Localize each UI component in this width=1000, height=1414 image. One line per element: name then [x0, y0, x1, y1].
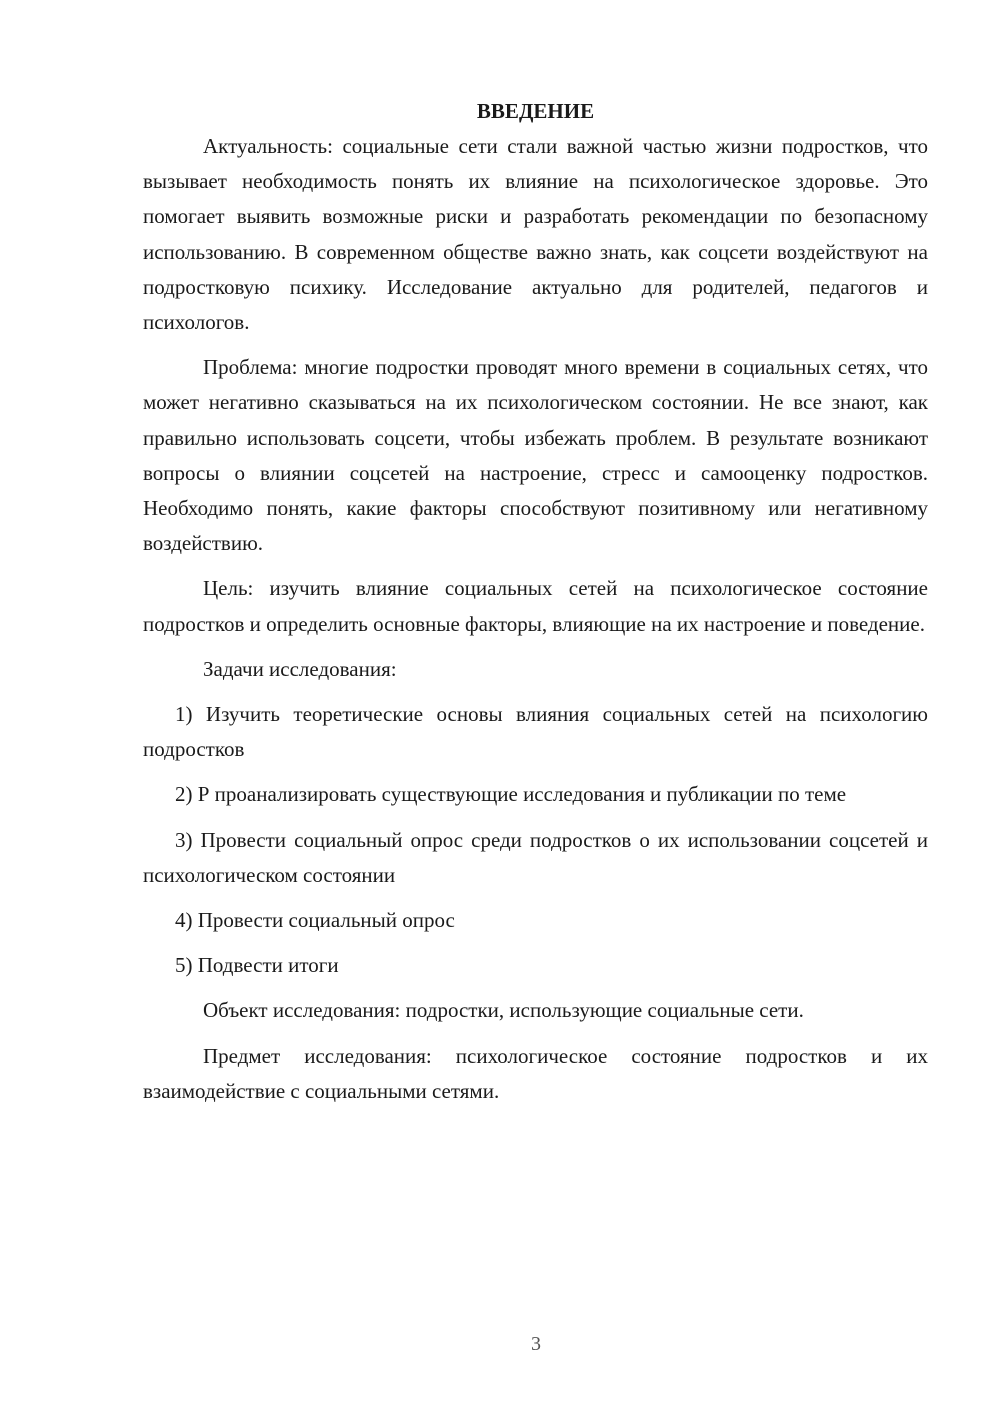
task-item-1: 1) Изучить теоретические основы влияния социальных сетей на психологию подростков	[143, 702, 928, 762]
subject-paragraph: Предмет исследования: психологическое состояние подростков и их взаимодействие с социальными сетями.	[143, 1043, 928, 1103]
problem-paragraph: Проблема: многие подростки проводят много времени в социальных сетях, что может негативно сказываться на их психологическом состоянии. Не все знают, как правильно использовать соцсети, чтобы избежать проблем. В результате возникают вопросы о влиянии соцсетей на настроение, стресс и самооценку подростков. Необходимо понять, какие факторы способствуют позитивному или негативному воздействию.	[143, 355, 928, 556]
object-paragraph: Объект исследования: подростки, использующие социальные сети.	[203, 998, 804, 1023]
goal-paragraph: Цель: изучить влияние социальных сетей на психологическое состояние подростков и определить основные факторы, влияющие на их настроение и поведение.	[143, 576, 928, 636]
tasks-heading: Задачи исследования:	[203, 656, 397, 681]
task-item-4: 4) Провести социальный опрос	[175, 908, 455, 933]
task-item-5: 5) Подвести итоги	[175, 953, 339, 978]
page-number: 3	[531, 1333, 541, 1355]
page-title: ВВЕДЕНИЕ	[476, 99, 595, 123]
task-item-3: 3) Провести социальный опрос среди подростков о их использовании соцсетей и психологическом состоянии	[143, 827, 928, 887]
task-item-2: 2) Р проанализировать существующие исследования и публикации по теме	[175, 782, 847, 807]
relevance-paragraph: Актуальность: социальные сети стали важной частью жизни подростков, что вызывает необходимость понять их влияние на психологическое здоровье. Это помогает выявить возможные риски и разработать рекомендации по безопасному использованию. В современном обществе важно знать, как соцсети воздействуют на подростковую психику. Исследование актуально для родителей, педагогов и психологов.	[143, 134, 928, 335]
document-page	[143, 94, 928, 1109]
